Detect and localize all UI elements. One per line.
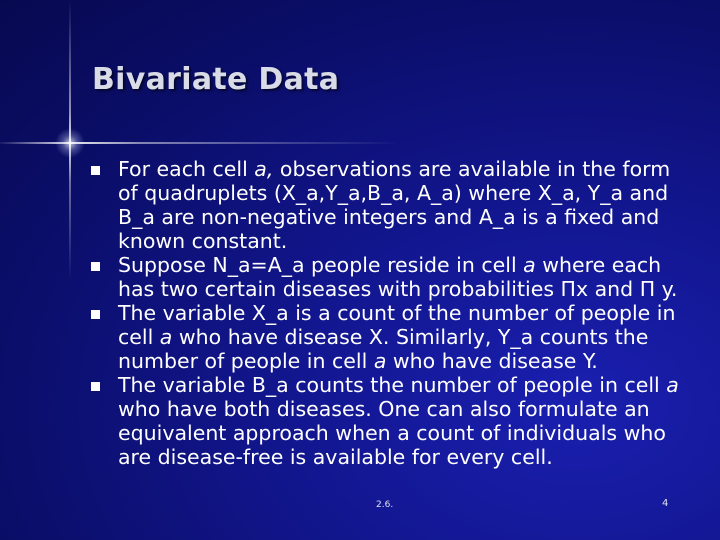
bullet-item [88, 373, 688, 469]
bullet-item [88, 301, 688, 373]
slide-number: 4 [662, 498, 669, 509]
slide-title: Bivariate Data [92, 62, 340, 97]
bullet-text: who have disease Y. [386, 349, 598, 373]
bullet-item [88, 253, 688, 301]
square-bullet-icon [91, 310, 100, 319]
bullet-text: The variable X_a is a count of the number of people in cell [118, 301, 676, 349]
square-bullet-icon [91, 166, 100, 175]
bullet-text-italic: a [523, 253, 536, 277]
bullet-text: observations are available in the form of quadruplets (X_a,Y_a,B_a, A_a) where X_a, Y_a and B_a are non-negative integers and A_a is a fixed and known constant. [118, 157, 671, 253]
bullet-list [88, 157, 688, 469]
bullet-text: who have disease X. Similarly, Y_a counts the number of people in cell [118, 325, 649, 373]
bullet-text-italic: a [373, 349, 387, 373]
footer-section-label: 2.6. [376, 500, 394, 510]
square-bullet-icon [91, 382, 100, 391]
bullet-text: Suppose N_a=A_a people reside in cell [118, 253, 524, 277]
bullet-item [88, 157, 688, 253]
bullet-text: For each cell [118, 157, 255, 181]
bullet-text: who have both diseases. One can also formulate an equivalent approach when a count of individuals who are disease-free is available for every cell. [118, 397, 666, 469]
bullet-text-italic: a [666, 373, 679, 397]
bullet-text: where each has two certain diseases with probabilities Πx and Π y. [118, 253, 678, 301]
bullet-text-italic: a [159, 325, 173, 349]
bullet-text: The variable B_a counts the number of people in cell [118, 373, 667, 397]
decorative-flare-glow [55, 128, 85, 158]
bullet-text-italic: a, [254, 157, 274, 181]
square-bullet-icon [91, 262, 100, 271]
